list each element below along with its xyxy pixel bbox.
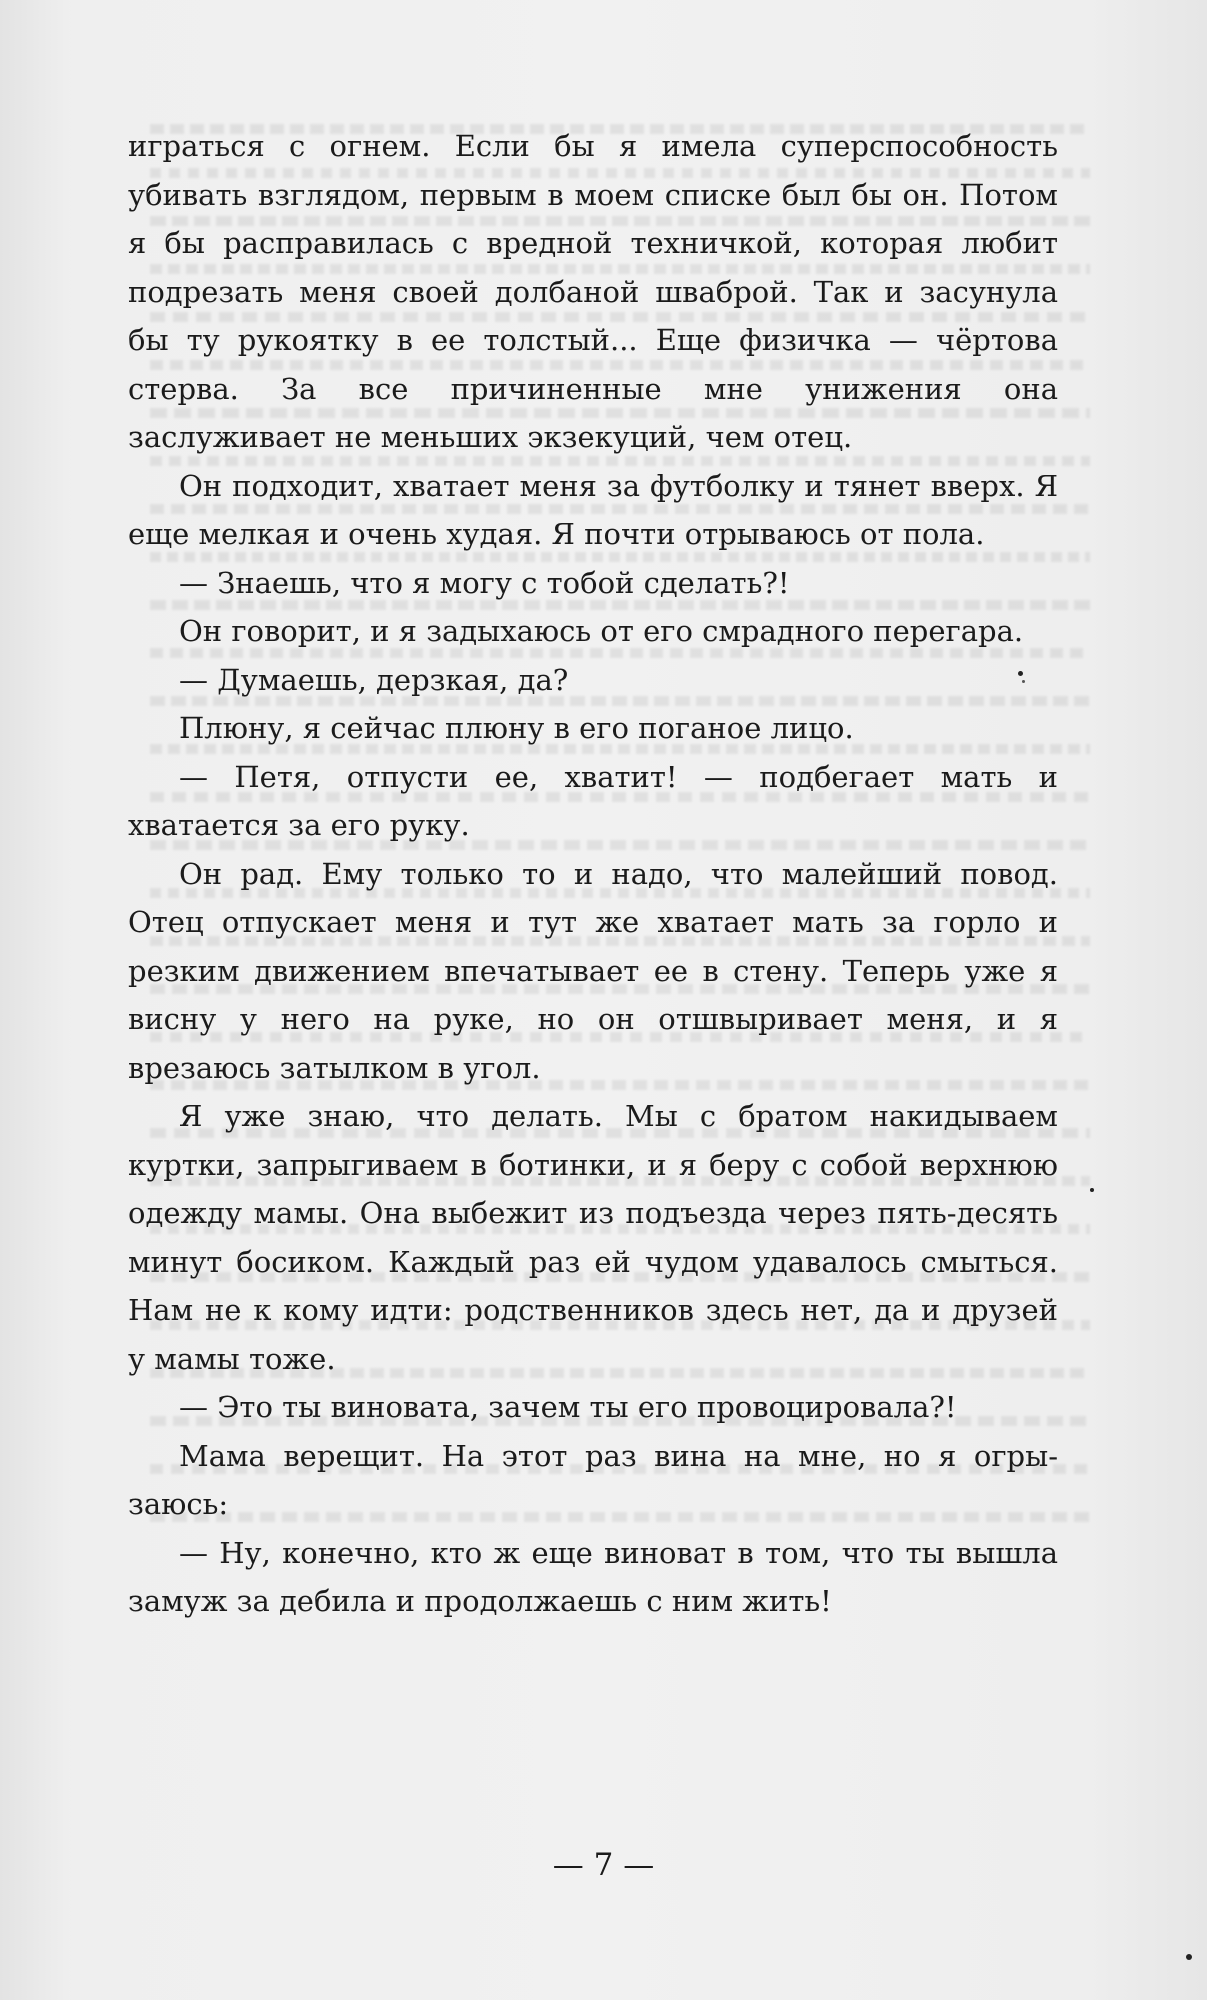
paragraph: Он говорит, и я задыхаюсь от его смрадного перегара. [179,614,1024,648]
ink-speck [1090,1188,1094,1192]
paragraph: Он рад. Ему только то и надо, что малейший повод. Отец отпускает меня и тут же хватает мать за горло и резким движением впечатывает ее в стену. Теперь уже я висну у него на руке, но он отшвыривает меня, и я врезаюсь затылком в угол. [128,856,1058,1085]
paragraph: — Знаешь, что я могу с тобой сделать?! [179,565,790,600]
paragraph: Плюну, я сейчас плюну в его поганое лицо. [179,711,854,745]
page-number: — 7 — [552,1847,655,1883]
paragraph: Он подходит, хватает меня за футболку и тянет вверх. Я еще мелкая и очень худая. Я почти отрываюсь от пола. [128,468,1058,551]
paragraph: — Ну, конечно, кто ж еще виноват в том, что ты вышла замуж за дебила и продолжаешь с ним жить! [128,1535,1058,1618]
paragraph: — Думаешь, дерзкая, да? [179,662,569,697]
paragraph: играться с огнем. Если бы я имела суперспособность убивать взглядом, первым в моем списке был бы он. Потом я бы расправилась с вредной техничкой, которая любит подрезать меня своей долбаной шваброй. Так и засунула бы ту рукоятку в ее толстый... Еще физичка — чёртова стерва. За все причиненные мне унижения она заслуживает не меньших экзекуций, чем отец. [128,129,1058,454]
paragraph: — Петя, отпусти ее, хватит! — подбегает мать и хватается за его руку. [128,759,1058,842]
paragraph: Я уже знаю, что делать. Мы с братом накидываем куртки, запрыгиваем в ботинки, и я беру с собой верхнюю одежду мамы. Она выбежит из подъезда через пять-десять минут босиком. Каждый раз ей чудом удавалось смыться. Нам не к кому идти: родственников здесь нет, да и друзей у мамы тоже. [128,1099,1058,1376]
paragraph: Мама верещит. На этот раз вина на мне, но я огрызаюсь: [128,1438,1058,1521]
paragraph: — Это ты виновата, зачем ты его провоцировала?! [179,1390,957,1424]
ink-speck [1018,671,1023,676]
ink-speck [1022,680,1025,683]
body-text [128,122,1058,1626]
ink-speck [1186,1954,1192,1960]
